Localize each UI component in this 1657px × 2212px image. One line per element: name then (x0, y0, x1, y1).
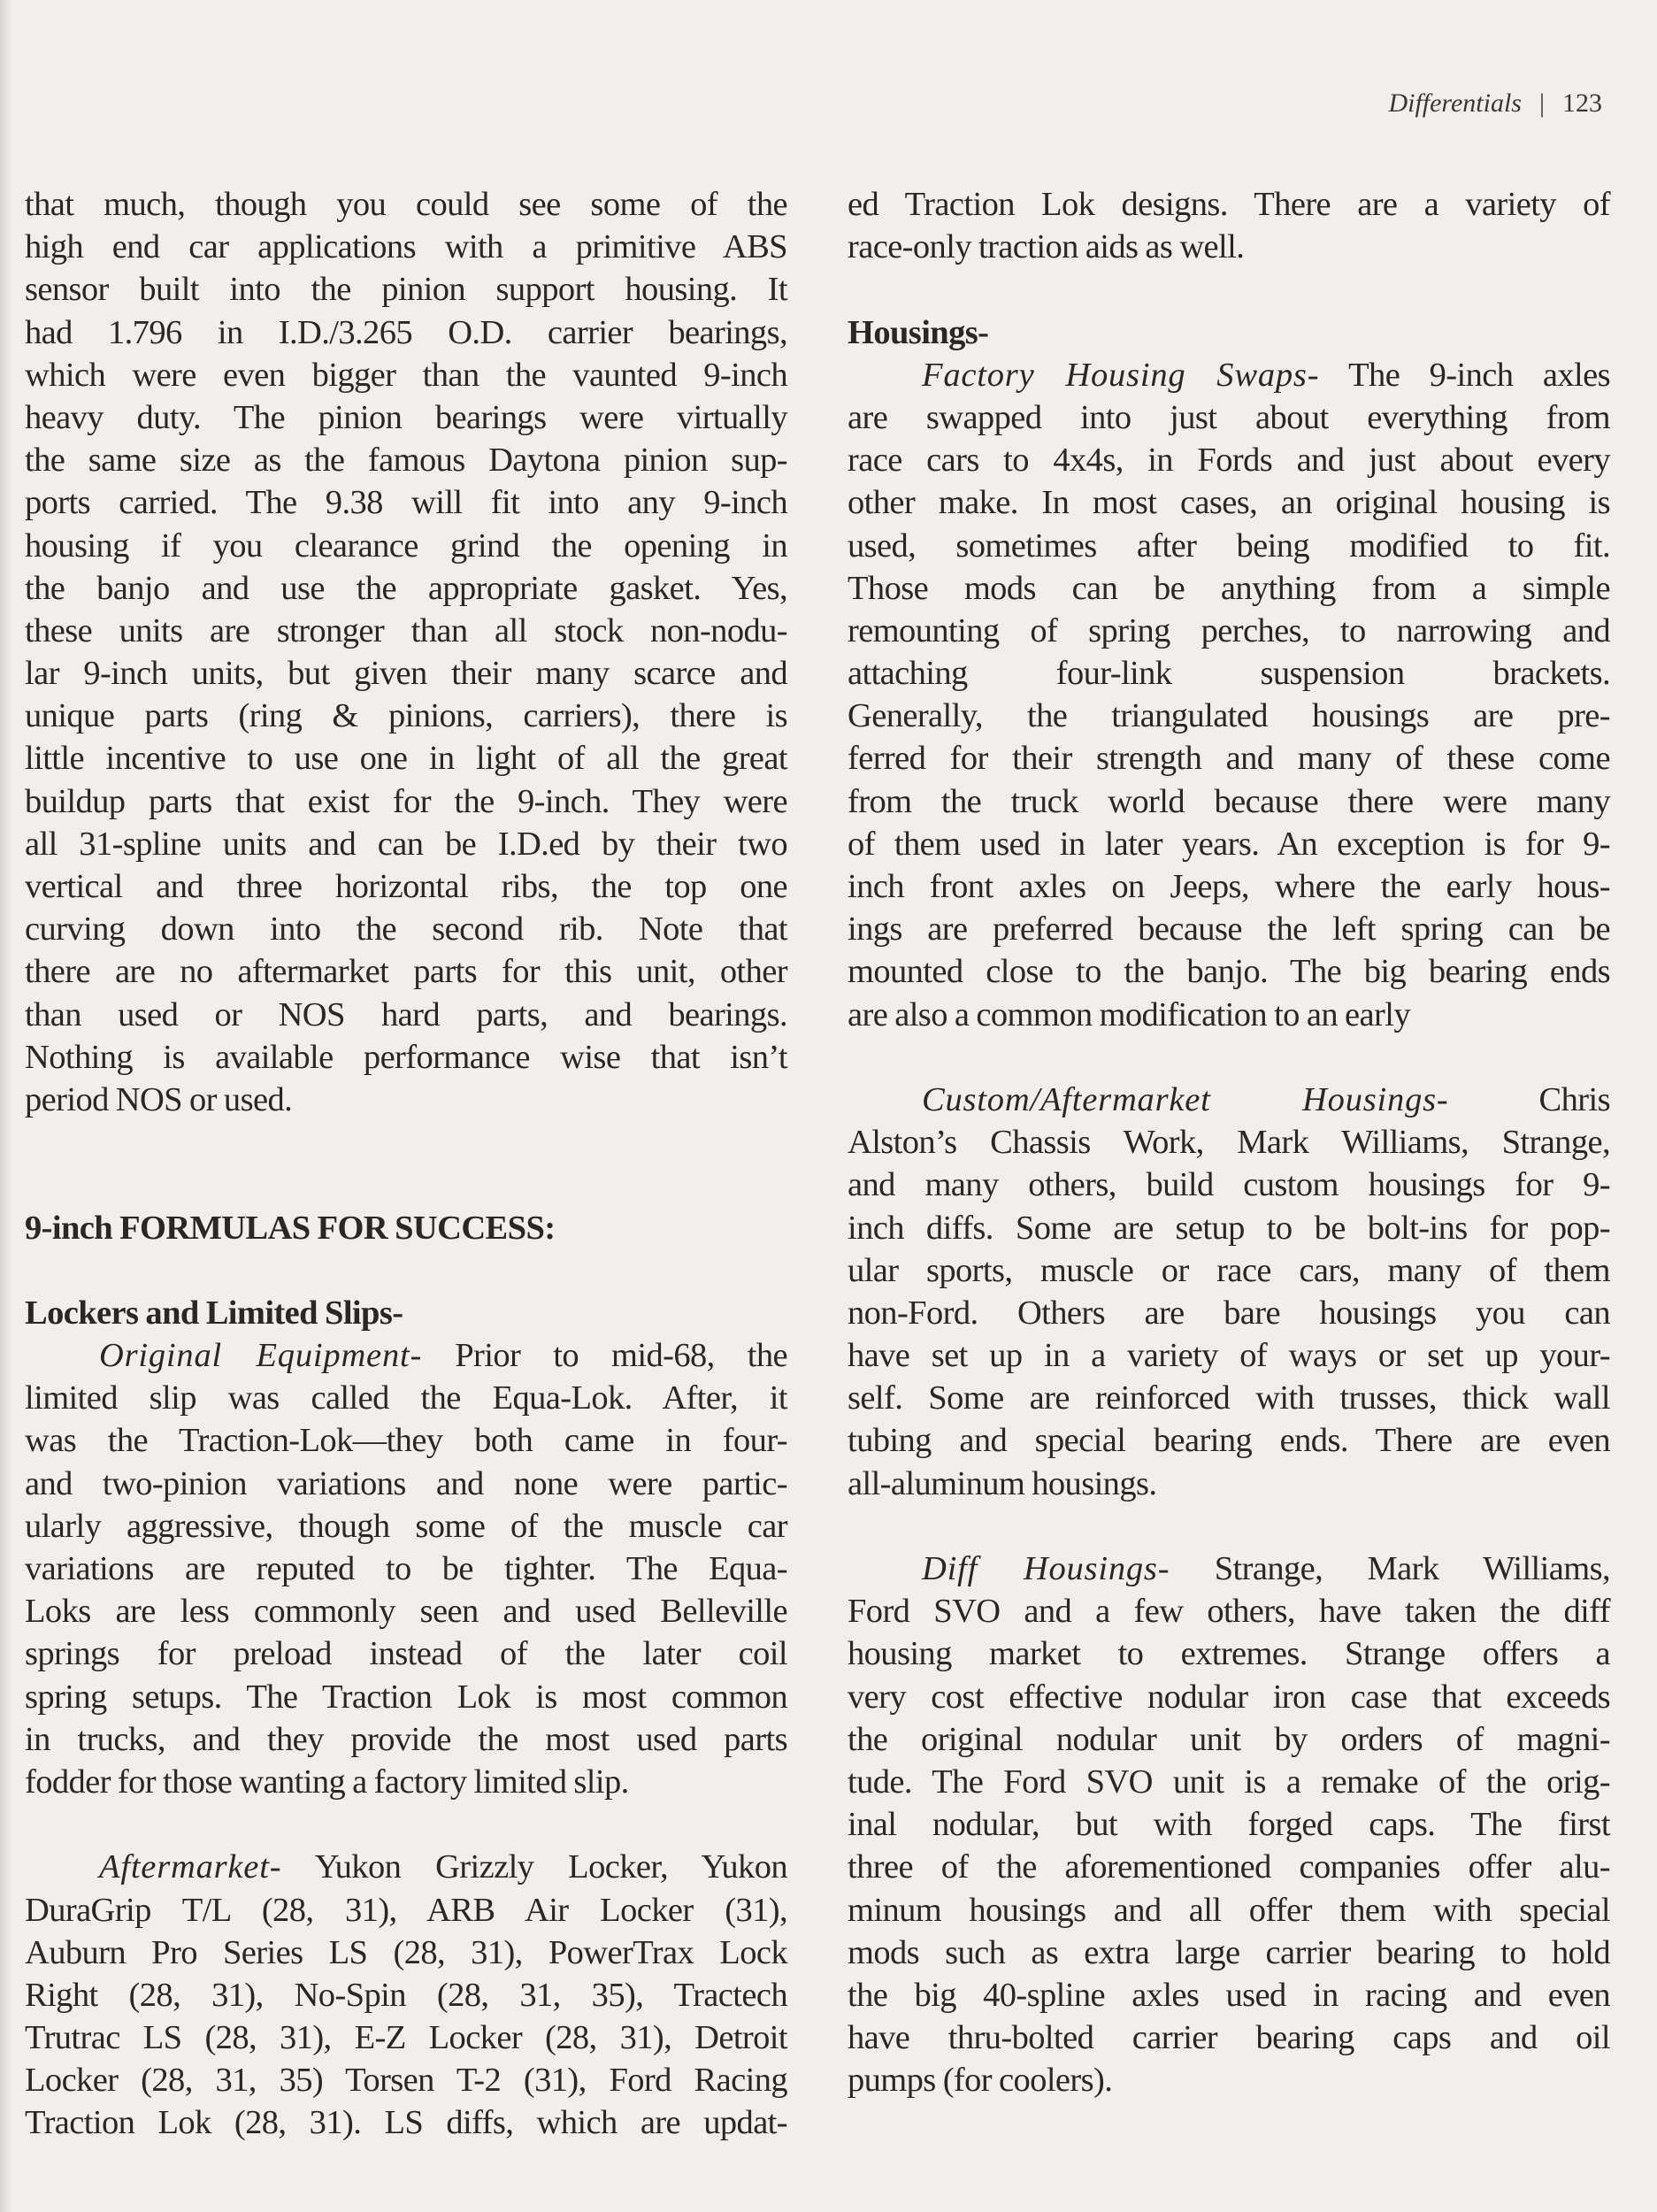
spacer (848, 1505, 1610, 1548)
run-in-label: Diff Housings- (922, 1550, 1170, 1587)
running-head (1388, 88, 1602, 119)
text-run: Prior to mid-68, the (422, 1337, 787, 1375)
text-line: minum housings and all offer them with special (848, 1891, 1610, 1929)
paragraph-diff-housings (848, 1548, 1610, 2101)
text-line: Alston’s Chassis Work, Mark Williams, Strange, (848, 1124, 1610, 1162)
text-line: housing market to extremes. Strange offers a (848, 1635, 1610, 1673)
text-line: remounting of spring perches, to narrowing and (848, 611, 1610, 649)
text-line: have thru-bolted carrier bearing caps and oil (848, 2019, 1610, 2057)
spacer (25, 1249, 787, 1292)
paragraph-aftermarket (25, 1846, 787, 2144)
text-line: of them used in later years. An exception is for 9- (848, 825, 1610, 863)
paragraph-custom-housings (848, 1079, 1610, 1505)
text-line: inch diffs. Some are setup to be bolt-ins for pop- (848, 1209, 1610, 1247)
text-line: which were even bigger than the vaunted 9-inch (25, 356, 787, 394)
text-line: the banjo and use the appropriate gasket. Yes, (25, 569, 787, 607)
text-line: used, sometimes after being modified to fit. (848, 526, 1610, 565)
text-line: there are no aftermarket parts for this unit, other (25, 953, 787, 991)
text-line: the original nodular unit by orders of magni- (848, 1720, 1610, 1758)
left-column (25, 183, 787, 2145)
text-line: and two-pinion variations and none were partic- (25, 1464, 787, 1502)
text-line: inch front axles on Jeeps, where the early hous- (848, 868, 1610, 905)
spacer (848, 268, 1610, 311)
text-line: Traction Lok (28, 31). LS diffs, which are updat- (25, 2104, 787, 2142)
text-line: mods such as extra large carrier bearing to hold (848, 1933, 1610, 1971)
text-line: from the truck world because there were many (848, 782, 1610, 820)
text-line: Nothing is available performance wise that isn’t (25, 1038, 787, 1076)
text-run: Yukon Grizzly Locker, Yukon (281, 1848, 787, 1886)
spacer (25, 1803, 787, 1846)
text-line: lar 9-inch units, but given their many scarce and (25, 655, 787, 693)
spacer (848, 1036, 1610, 1079)
run-in-label: Aftermarket- (99, 1848, 282, 1886)
text-line (25, 1334, 787, 1377)
text-line: pumps (for coolers). (848, 2062, 1113, 2100)
page-gutter-shadow (0, 0, 12, 2212)
text-line: and many others, build custom housings for 9- (848, 1166, 1610, 1204)
text-line: ular sports, muscle or race cars, many of them (848, 1251, 1610, 1289)
text-line: Locker (28, 31, 35) Torsen T-2 (31), Ford Racing (25, 2062, 787, 2100)
paragraph-traction-lok (848, 183, 1610, 268)
text-line: race cars to 4x4s, in Fords and just about every (848, 442, 1610, 480)
text-line: self. Some are reinforced with trusses, thick wall (848, 1379, 1610, 1417)
text-line: vertical and three horizontal ribs, the top one (25, 868, 787, 905)
text-line: Loks are less commonly seen and used Belleville (25, 1593, 787, 1631)
spacer (25, 1121, 787, 1206)
text-line: than used or NOS hard parts, and bearings. (25, 995, 787, 1033)
text-line: housing if you clearance grind the opening in (25, 526, 787, 565)
text-line: mounted close to the banjo. The big bearing ends (848, 953, 1610, 991)
text-line: ed Traction Lok designs. There are a variety of (848, 186, 1610, 223)
lockers-heading: Lockers and Limited Slips- (25, 1294, 403, 1332)
text-line: had 1.796 in I.D./3.265 O.D. carrier bearings, (25, 313, 787, 351)
text-line (848, 354, 1610, 396)
text-line: these units are stronger than all stock non-nodu- (25, 611, 787, 649)
run-in-label: Factory Housing Swaps- (922, 356, 1320, 394)
text-line: Right (28, 31), No-Spin (28, 31, 35), Tractech (25, 1976, 787, 2014)
text-run: The 9-inch axles (1319, 356, 1610, 394)
text-line (25, 1846, 787, 1888)
text-line: the big 40-spline axles used in racing and even (848, 1976, 1610, 2014)
text-line: was the Traction-Lok—they both came in four- (25, 1422, 787, 1460)
text-line: three of the aforementioned companies offer alu- (848, 1848, 1610, 1886)
text-line: ings are preferred because the left spring can be (848, 910, 1610, 949)
text-line: attaching four-link suspension brackets. (848, 655, 1610, 693)
housings-heading: Housings- (848, 313, 989, 351)
text-line: all 31-spline units and can be I.D.ed by their two (25, 825, 787, 863)
text-line (848, 1079, 1610, 1121)
text-line: race-only traction aids as well. (848, 228, 1245, 266)
text-run: Chris (1448, 1080, 1610, 1118)
text-line: inal nodular, but with forged caps. The first (848, 1806, 1610, 1844)
text-line: sensor built into the pinion support housing. It (25, 271, 787, 309)
text-line: variations are reputed to be tighter. The Equa- (25, 1550, 787, 1588)
text-line: buildup parts that exist for the 9-inch. They were (25, 782, 787, 820)
text-line: very cost effective nodular iron case that exceeds (848, 1678, 1610, 1716)
text-line: springs for preload instead of the later coil (25, 1635, 787, 1673)
text-line: high end car applications with a primitive ABS (25, 228, 787, 266)
text-line: little incentive to use one in light of all the great (25, 740, 787, 778)
section-title: Differentials (1388, 88, 1522, 118)
text-line: Trutrac LS (28, 31), E-Z Locker (28, 31), Detroit (25, 2019, 787, 2057)
text-line: Generally, the triangulated housings are pre- (848, 697, 1610, 735)
text-line: fodder for those wanting a factory limited slip. (25, 1763, 629, 1801)
text-line: ferred for their strength and many of these come (848, 740, 1610, 778)
run-in-label: Original Equipment- (99, 1337, 423, 1375)
text-line: have set up in a variety of ways or set up your- (848, 1337, 1610, 1375)
text-run: Strange, Mark Williams, (1170, 1550, 1610, 1587)
text-line: ports carried. The 9.38 will fit into any 9-inch (25, 484, 787, 522)
text-line: curving down into the second rib. Note that (25, 910, 787, 949)
text-line: are also a common modification to an early (848, 995, 1410, 1033)
text-line: Those mods can be anything from a simple (848, 569, 1610, 607)
text-line: that much, though you could see some of the (25, 186, 787, 223)
text-line: spring setups. The Traction Lok is most common (25, 1678, 787, 1716)
text-line: other make. In most cases, an original housing is (848, 484, 1610, 522)
text-line: tude. The Ford SVO unit is a remake of the orig- (848, 1763, 1610, 1801)
text-line: the same size as the famous Daytona pinion sup- (25, 442, 787, 480)
formulas-heading: 9-inch FORMULAS FOR SUCCESS: (25, 1209, 556, 1247)
text-line (848, 1548, 1610, 1590)
right-column (848, 183, 1610, 2101)
text-line: in trucks, and they provide the most used parts (25, 1720, 787, 1758)
run-in-label: Custom/Aftermarket Housings- (922, 1080, 1449, 1118)
text-line: limited slip was called the Equa-Lok. After, it (25, 1379, 787, 1417)
head-separator: | (1538, 88, 1545, 118)
text-line: unique parts (ring & pinions, carriers), there is (25, 697, 787, 735)
text-line: DuraGrip T/L (28, 31), ARB Air Locker (31), (25, 1891, 787, 1929)
text-line: are swapped into just about everything from (848, 398, 1610, 436)
paragraph-original-equipment (25, 1334, 787, 1803)
text-line: heavy duty. The pinion bearings were virtually (25, 398, 787, 436)
text-line: non-Ford. Others are bare housings you can (848, 1294, 1610, 1332)
text-line: Auburn Pro Series LS (28, 31), PowerTrax Lock (25, 1933, 787, 1971)
text-line: Ford SVO and a few others, have taken the diff (848, 1593, 1610, 1631)
paragraph-factory-housing-swaps (848, 354, 1610, 1036)
page-number: 123 (1562, 88, 1602, 118)
text-line: tubing and special bearing ends. There are even (848, 1422, 1610, 1460)
text-line: period NOS or used. (25, 1080, 293, 1118)
text-line: ularly aggressive, though some of the muscle car (25, 1507, 787, 1545)
paragraph-9-38-details (25, 183, 787, 1121)
text-line: all-aluminum housings. (848, 1464, 1157, 1502)
